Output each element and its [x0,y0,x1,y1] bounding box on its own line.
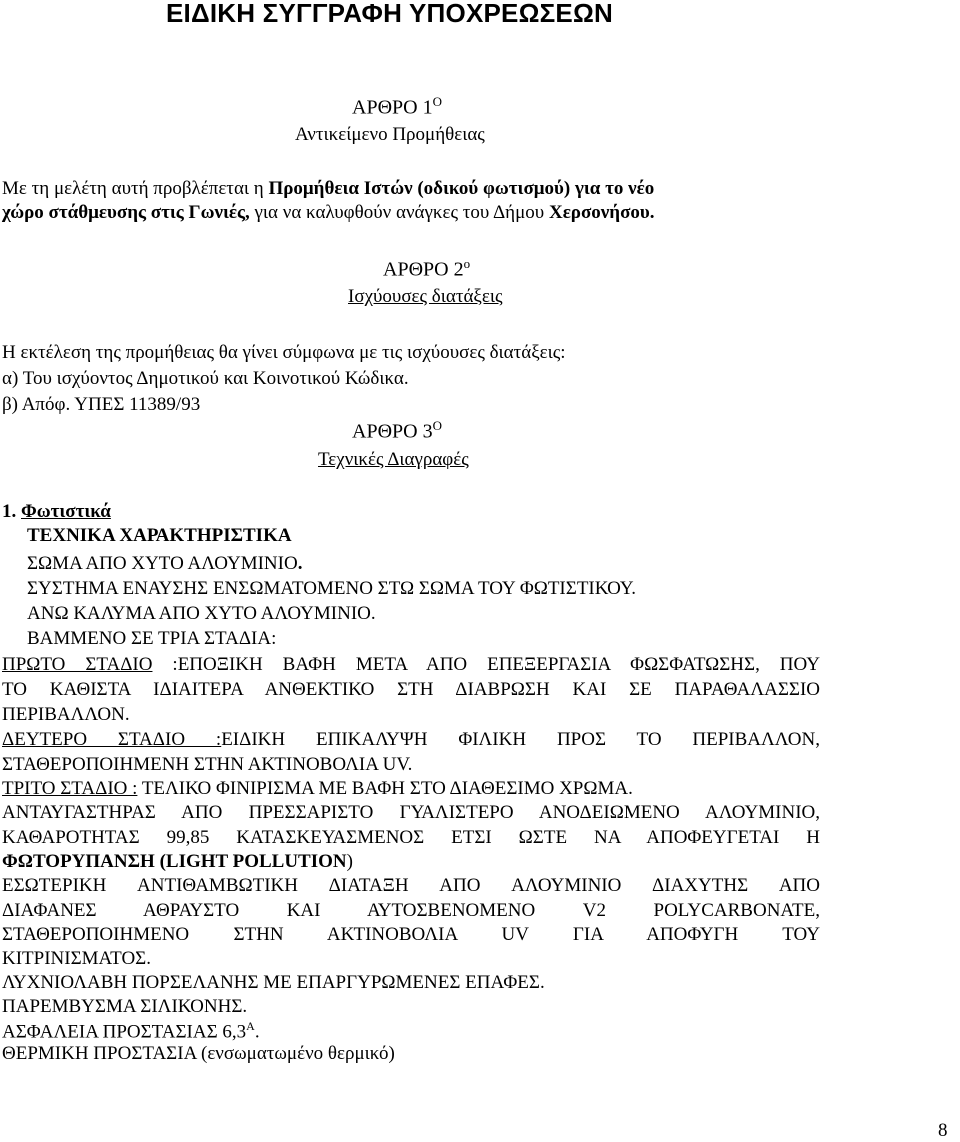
article-1-p1-bold: Προμήθεια Ιστών (οδικού φωτισμού) για το νέο [268,178,655,199]
stage-3-line [2,778,633,800]
spec-body-text: ΣΩΜΑ ΑΠΟ ΧΥΤΟ ΑΛΟΥΜΙΝΙΟ [27,553,298,574]
reflector-line-3-end: ) [346,851,353,872]
stage-2-line-1 [2,729,820,751]
spec-fuse [2,1019,260,1043]
article-2-subtitle: Ισχύουσες διατάξεις [348,286,503,307]
reflector-line-3 [2,851,353,873]
diffuser-line-2: ΔΙΑΦΑΝΕΣ ΑΘΡΑΥΣΤΟ ΚΑΙ ΑΥΤΟΣΒΕΝΟΜΕΝΟ V2 POLYCARBONATE, [2,900,820,921]
stage-1-line-2: ΤΟ ΚΑΘΙΣΤΑ ΙΔΙΑΙΤΕΡΑ ΑΝΘΕΚΤΙΚΟ ΣΤΗ ΔΙΑΒΡΩΣΗ ΚΑΙ ΣΕ ΠΑΡΑΘΑΛΑΣΣΙΟ [2,679,820,700]
spec-body [27,553,302,575]
diffuser-line-1: ΕΣΩΤΕΡΙΚΗ ΑΝΤΙΘΑΜΒΩΤΙΚΗ ΔΙΑΤΑΞΗ ΑΠΟ ΑΛΟΥΜΙΝΙΟ ΔΙΑΧΥΤΗΣ ΑΠΟ [2,875,820,896]
item-1-title: Φωτιστικά [21,501,111,522]
article-2-line-1: Η εκτέλεση της προμήθειας θα γίνει σύμφωνα με τις ισχύουσες διατάξεις: [2,342,566,363]
stage-1-line-1 [2,654,820,676]
spec-fuse-period: . [254,1021,260,1043]
spec-fuse-superscript: Α [246,1019,255,1033]
article-1-superscript: Ο [432,94,442,109]
stage-1-text: :ΕΠΟΞΙΚΗ ΒΑΦΗ ΜΕΤΑ ΑΠΟ ΕΠΕΞΕΡΓΑΣΙΑ ΦΩΣΦΑΤΩΣΗΣ, ΠΟΥ [152,654,820,675]
spec-ignition-system: ΣΥΣΤΗΜΑ ΕΝΑΥΣΗΣ ΕΝΣΩΜΑΤΟΜΕΝΟ ΣΤΩ ΣΩΜΑ ΤΟΥ ΦΩΤΙΣΤΙΚΟΥ. [27,578,637,599]
article-3-heading-text: ΑΡΘΡΟ 3 [352,420,433,443]
article-1-heading [352,94,442,120]
reflector-line-2: ΚΑΘΑΡΟΤΗΤΑΣ 99,85 ΚΑΤΑΣΚΕΥΑΣΜΕΝΟΣ ΕΤΣΙ ΩΣΤΕ ΝΑ ΑΠΟΦΕΥΓΕΤΑΙ Η [2,827,820,848]
stage-1-line-3: ΠΕΡΙΒΑΛΛΟΝ. [2,704,130,725]
diffuser-line-4: ΚΙΤΡΙΝΙΣΜΑΤΟΣ. [2,948,151,969]
stage-2-text: ΕΙΔΙΚΗ ΕΠΙΚΑΛΥΨΗ ΦΙΛΙΚΗ ΠΡΟΣ ΤΟ ΠΕΡΙΒΑΛΛΟΝ, [221,729,820,750]
article-1-p2-bold-municipality: Χερσονήσου. [548,202,655,223]
light-pollution-bold: ΦΩΤΟΡΥΠΑΝΣΗ (LIGHT POLLUTION [2,851,347,872]
spec-body-period: . [297,553,303,574]
article-1-paragraph-line-2 [2,202,655,224]
stage-3-text: ΤΕΛΙΚΟ ΦΙΝΙΡΙΣΜΑ ΜΕ ΒΑΦΗ ΣΤΟ ΔΙΑΘΕΣΙΜΟ ΧΡΩΜΑ. [137,778,633,799]
item-1-number: 1. [2,501,17,522]
stage-2-label: ΔΕΥΤΕΡΟ ΣΤΑΔΙΟ : [2,729,222,750]
document-title: ΕΙΔΙΚΗ ΣΥΓΓΡΑΦΗ ΥΠΟΧΡΕΩΣΕΩΝ [166,0,613,28]
spec-painting: ΒΑΜΜΕΝΟ ΣΕ ΤΡΙΑ ΣΤΑΔΙΑ: [27,628,277,649]
article-2-heading-text: ΑΡΘΡΟ 2 [383,258,464,281]
page-number: 8 [938,1120,948,1141]
article-2-superscript: ο [463,256,471,271]
article-1-heading-text: ΑΡΘΡΟ 1 [352,96,433,119]
article-1-p2-text: για να καλυφθούν ανάγκες του Δήμου [249,202,549,223]
article-2-line-2: α) Του ισχύοντος Δημοτικού και Κοινοτικού Κώδικα. [2,368,409,389]
stage-1-label: ΠΡΩΤΟ ΣΤΑΔΙΟ [2,654,153,675]
article-2-heading [383,256,470,282]
spec-fuse-text: ΑΣΦΑΛΕΙΑ ΠΡΟΣΤΑΣΙΑΣ 6,3 [2,1021,247,1043]
spec-lampholder: ΛΥΧΝΙΟΛΑΒΗ ΠΟΡΣΕΛΑΝΗΣ ΜΕ ΕΠΑΡΓΥΡΩΜΕΝΕΣ ΕΠΑΦΕΣ. [2,972,545,993]
spec-top-cover: ΑΝΩ ΚΑΛΥΜΑ ΑΠΟ ΧΥΤΟ ΑΛΟΥΜΙΝΙΟ. [27,603,376,624]
tech-characteristics-heading: ΤΕΧΝΙΚΑ ΧΑΡΑΚΤΗΡΙΣΤΙΚΑ [27,525,292,546]
reflector-line-1: ΑΝΤΑΥΓΑΣΤΗΡΑΣ ΑΠΟ ΠΡΕΣΣΑΡΙΣΤΟ ΓΥΑΛΙΣΤΕΡΟ ΑΝΟΔΕΙΩΜΕΝΟ ΑΛΟΥΜΙΝΙΟ, [2,802,820,823]
article-3-superscript: Ο [432,418,442,433]
spec-gasket: ΠΑΡΕΜΒΥΣΜΑ ΣΙΛΙΚΟΝΗΣ. [2,996,248,1017]
stage-2-line-2: ΣΤΑΘΕΡΟΠΟΙΗΜΕΝΗ ΣΤΗΝ ΑΚΤΙΝΟΒΟΛΙΑ UV. [2,754,413,775]
article-1-p2-bold-location: χώρο στάθμευσης στις Γωνιές, [2,202,250,223]
article-3-heading [352,418,442,444]
article-1-paragraph-line-1 [2,178,654,200]
article-1-p1-text: Με τη μελέτη αυτή προβλέπεται η [2,178,269,199]
article-3-subtitle: Τεχνικές Διαγραφές [318,449,469,470]
article-2-line-3: β) Απόφ. ΥΠΕΣ 11389/93 [2,394,201,415]
spec-thermal-protection: ΘΕΡΜΙΚΗ ΠΡΟΣΤΑΣΙΑ (ενσωματωμένο θερμικό) [2,1043,395,1064]
article-1-subtitle: Αντικείμενο Προμήθειας [295,124,485,145]
diffuser-line-3: ΣΤΑΘΕΡΟΠΟΙΗΜΕΝΟ ΣΤΗΝ ΑΚΤΙΝΟΒΟΛΙΑ UV ΓΙΑ ΑΠΟΦΥΓΗ ΤΟΥ [2,924,820,945]
stage-3-label: ΤΡΙΤΟ ΣΤΑΔΙΟ : [2,778,138,799]
item-1-heading [2,501,111,523]
